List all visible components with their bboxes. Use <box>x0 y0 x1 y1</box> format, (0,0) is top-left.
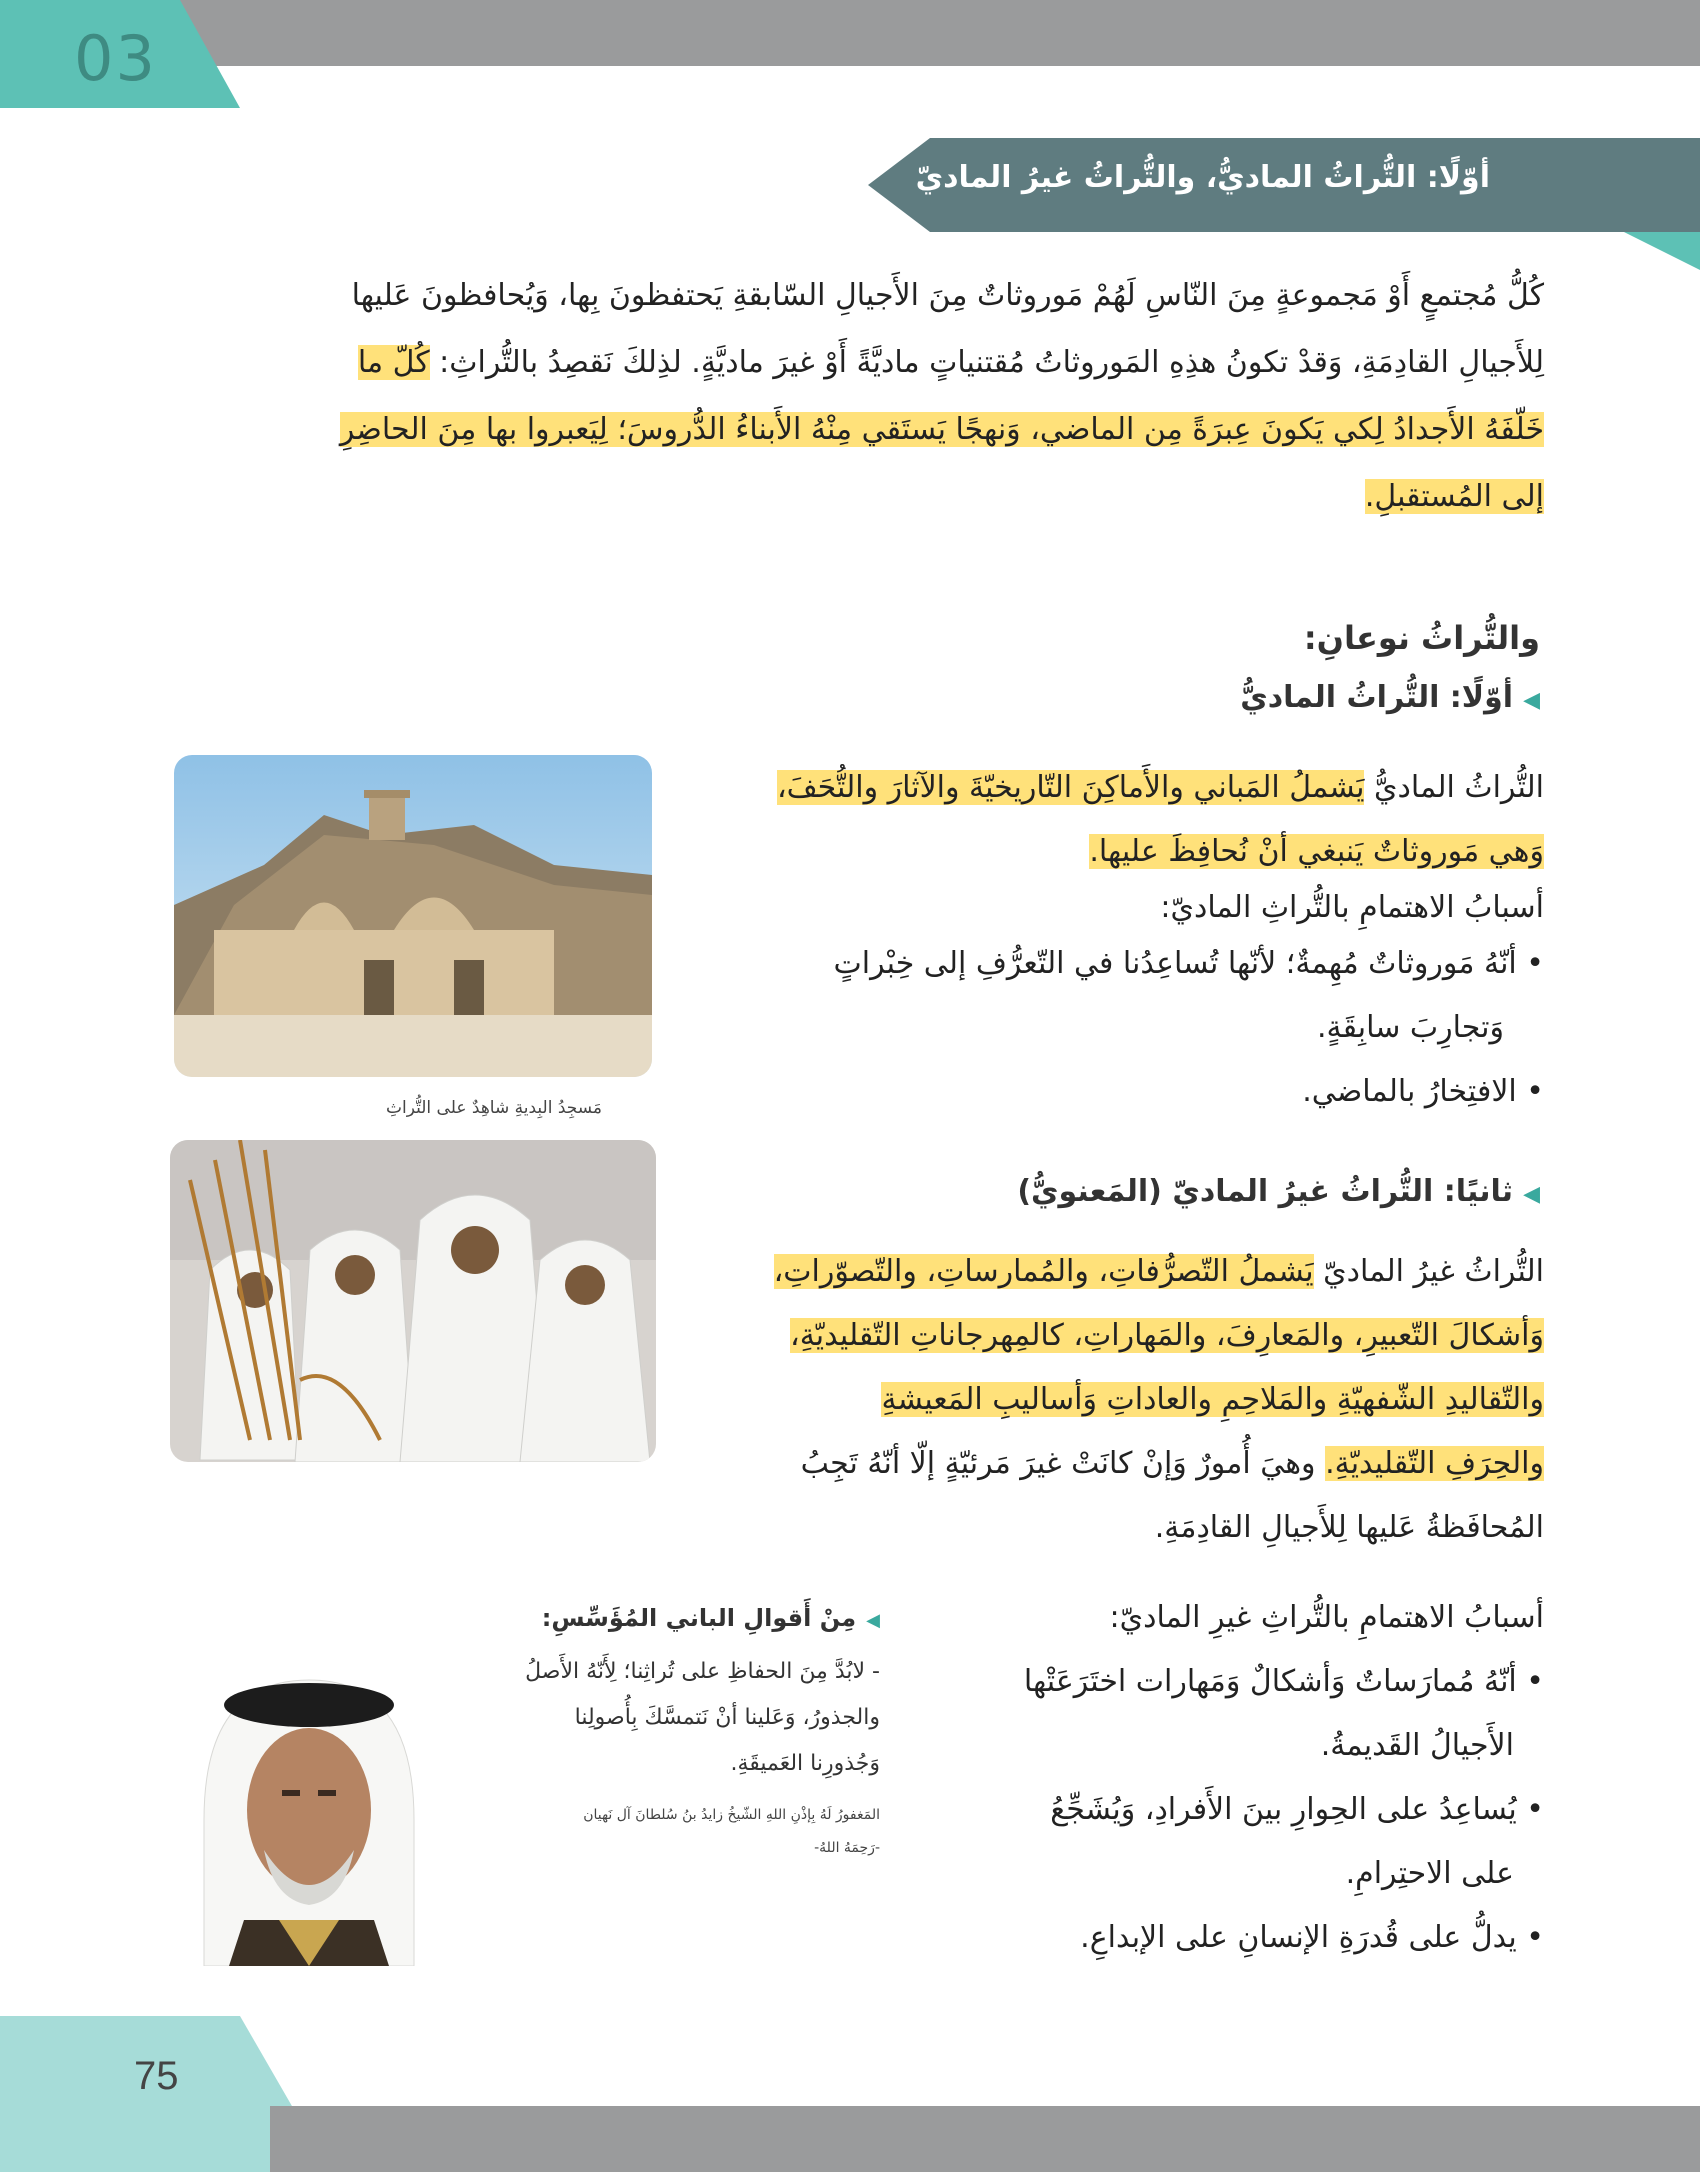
intangible-def-line-1 <box>664 1240 1544 1304</box>
quote-heading-text: مِنْ أَقوالِ الباني المُؤَسِّسِ: <box>541 1604 857 1632</box>
intangible-reason-2a: • يُساعِدُ على الحِوارِ بينَ الأَفرادِ، وَيُشَجِّعُ <box>1050 1792 1544 1827</box>
quote-line-1: - لابُدَّ مِنَ الحفاظِ على تُراثِنا؛ لِأَنّهُ الأَصلُ <box>525 1659 880 1684</box>
material-def-text: التُّراثُ الماديُّ <box>1364 770 1544 805</box>
mosque-caption: مَسجِدُ البِديةِ شاهِدٌ على التُّراثِ <box>386 1098 602 1118</box>
material-reason-2: • الافتِخارُ بالماضي. <box>1302 1074 1544 1109</box>
intro-line-3-highlight: خَلّفَهُ الأَجدادُ لِكي يَكونَ عِبرَةً مِن الماضي، وَنهجًا يَستَقي مِنْهُ الأَبناءُ الدُّروسَ؛ لِيَعبروا بها مِنَ الحاضِرِ <box>339 412 1544 447</box>
intangible-def-line-3 <box>664 1368 1544 1432</box>
mosque-photo <box>174 755 652 1077</box>
intro-line-1: كُلُّ مُجتمعٍ أَوْ مَجموعةٍ مِنَ النّاسِ لَهُمْ مَوروثاتٌ مِنَ الأَجيالِ السّابقةِ يَحتفظونَ بِها، وَيُحافظونَ عَليها <box>351 278 1544 313</box>
material-def-line-1 <box>664 756 1544 820</box>
intro-line-2 <box>144 329 1544 396</box>
side-tab <box>1580 210 1700 2110</box>
types-heading: والتُّراثُ نوعانِ: <box>1303 619 1540 657</box>
material-def-line-2 <box>664 820 1544 884</box>
intangible-def-line-5: المُحافَظةُ عَليها لِلأَجيالِ القادِمَةِ. <box>1154 1510 1544 1545</box>
quote-attribution-1: المَغفورُ لَهُ بِإذْنِ اللهِ الشّيخُ زايدُ بنُ سُلطانَ آل نَهيان <box>583 1807 880 1823</box>
material-heading <box>1240 668 1540 731</box>
quote-text <box>420 1649 880 1787</box>
intro-line-3 <box>144 396 1544 463</box>
founder-quote <box>420 1598 880 1863</box>
intangible-highlight-4: والحِرَفِ التّقليديّةِ. <box>1325 1446 1544 1481</box>
intangible-reasons-heading: أسبابُ الاهتمامِ بالتُّراثِ غيرِ الماديّ: <box>1109 1600 1544 1635</box>
material-reason-1a: • أنّهُ مَوروثاتٌ مُهِمةٌ؛ لأنّها تُساعِدُنا في التّعرُّفِ إلى خِبْراتٍ <box>833 946 1544 981</box>
intangible-heading <box>1017 1162 1540 1225</box>
quote-attribution-2: -رَحِمَهُ اللهُ- <box>814 1840 880 1856</box>
material-reasons-heading: أسبابُ الاهتمامِ بالتُّراثِ الماديّ: <box>1160 890 1544 925</box>
triangle-bullet-icon: ◀ <box>1523 688 1540 713</box>
intangible-highlight-2: وَأشكالَ التّعبيرِ، والمَعارِفَ، والمَهاراتِ، كالمِهرجاناتِ التّقليديّةِ، <box>790 1318 1544 1353</box>
intro-paragraph <box>144 262 1544 530</box>
intangible-heading-text: ثانيًا: التُّراثُ غيرُ الماديّ (المَعنويُّ) <box>1017 1174 1514 1209</box>
intangible-reason-2b: على الاحتِرامِ. <box>1345 1856 1514 1891</box>
intro-line-2-highlight: كُلّ ما <box>357 345 430 380</box>
intangible-reason-1b: الأَجيالُ القَديمةُ. <box>1320 1728 1514 1763</box>
chapter-number: 03 <box>74 22 157 95</box>
triangle-bullet-icon: ◀ <box>866 1610 880 1631</box>
intangible-reason-1a: • أنّهُ مُمارَساتٌ وَأشكالٌ وَمَهارات اختَرَعَتْها <box>1023 1664 1544 1699</box>
quote-heading <box>420 1598 880 1641</box>
intro-line-2-text: لِلأَجيالِ القادِمَةِ، وَقدْ تكونُ هذِهِ المَوروثاتُ مُقتنياتٍ ماديَّةً أَوْ غيرَ ماديَّةٍ. لذِلكَ نَقصِدُ بالتُّراثِ: <box>429 345 1544 380</box>
page-number: 75 <box>134 2054 179 2098</box>
intro-line-4 <box>144 463 1544 530</box>
intangible-def-line-4 <box>664 1432 1544 1496</box>
material-def-highlight-1: يَشملُ المَباني والأَماكِنَ التّاريخيّةَ والآثارَ والتُّحَفَ، <box>776 770 1365 805</box>
dance-illustration <box>170 1140 656 1462</box>
intangible-highlight-1: يَشملُ التّصرُّفاتِ، والمُمارساتِ، والتّصوّراتِ، <box>773 1254 1314 1289</box>
quote-line-3: وَجُذورِنا العَميقَةِ. <box>730 1751 880 1776</box>
quote-line-2: والجذورُ، وَعَلينا أنْ نَتمسَّكَ بِأُصولِنا <box>574 1705 880 1730</box>
top-bar <box>0 0 1700 66</box>
intro-line-4-highlight: إلى المُستقبلِ. <box>1364 479 1544 514</box>
material-def-highlight-2: وَهي مَوروثاتٌ يَنبغي أنْ نُحافِظَ عليها. <box>1089 834 1544 869</box>
triangle-bullet-icon: ◀ <box>1523 1182 1540 1207</box>
intangible-def-text: التُّراثُ غيرُ الماديّ <box>1313 1254 1544 1289</box>
bottom-bar <box>270 2106 1700 2172</box>
intangible-reason-3: • يدلُّ على قُدرَةِ الإنسانِ على الإبداعِ. <box>1080 1920 1544 1955</box>
mosque-illustration <box>174 755 652 1077</box>
material-body <box>664 756 1544 1124</box>
founder-portrait <box>184 1660 434 1966</box>
portrait-illustration <box>184 1660 434 1966</box>
intangible-body <box>664 1240 1544 1560</box>
heritage-dance-photo <box>170 1140 656 1462</box>
section-title: أوّلًا: التُّراثُ الماديُّ، والتُّراثُ غيرُ الماديّ <box>915 160 1490 195</box>
intangible-reasons <box>924 1586 1544 1970</box>
material-reason-1b: وَتجارِبَ سابِقَةٍ. <box>1316 1010 1504 1045</box>
intangible-line-4-text: وهيَ أُمورٌ وَإنْ كانَتْ غيرَ مَرئيّةٍ إلّا أنّهُ تَجِبُ <box>800 1446 1326 1481</box>
intangible-def-line-2 <box>664 1304 1544 1368</box>
material-heading-text: أوّلًا: التُّراثُ الماديُّ <box>1240 680 1514 715</box>
intangible-highlight-3: والتّقاليدِ الشّفهيّةِ والمَلاحِمِ والعاداتِ وَأساليبِ المَعيشةِ <box>881 1382 1544 1417</box>
